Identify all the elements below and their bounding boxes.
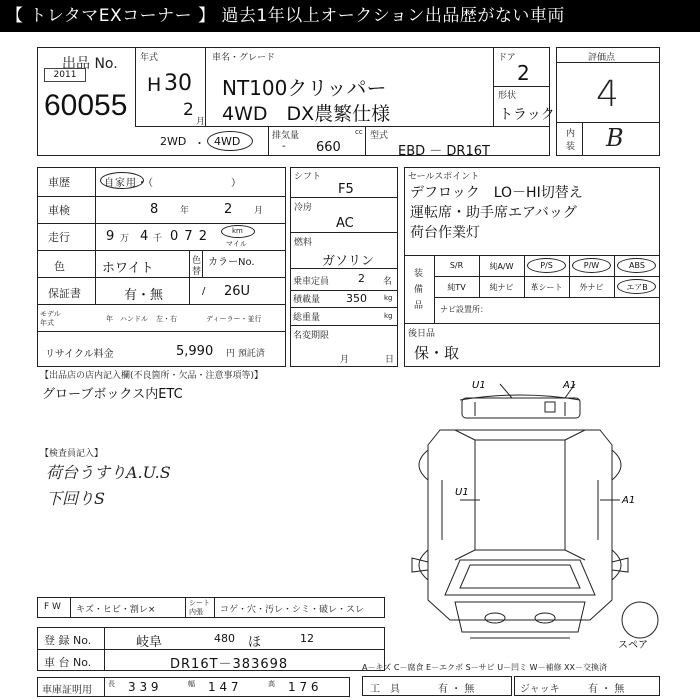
spare-wheel: [622, 602, 658, 638]
equip-abs: ABS: [629, 261, 645, 270]
door-label: ドア: [498, 53, 516, 63]
body-outline: [428, 430, 612, 620]
rear-gate: [462, 398, 580, 418]
name-change-label: 名変期限: [293, 331, 330, 341]
seat-label-1: シート: [189, 599, 210, 607]
car-diagram: [400, 370, 700, 650]
drive-2wd: 2WD: [160, 135, 187, 148]
wheel-rr: [419, 450, 428, 480]
year-value: 30: [164, 71, 192, 96]
model-value: EBD － DR16T: [398, 144, 490, 159]
lot-number: 60055: [44, 89, 128, 122]
sales-line-2: 運転席・助手席エアバッグ: [410, 205, 577, 221]
mark-rear-2: A1: [563, 380, 577, 391]
equip-label-2: 備: [414, 285, 424, 295]
inspector-line-1: 荷台うすりA.U.S: [46, 463, 171, 482]
mark-rear-1: U1: [472, 380, 486, 391]
interior-value: B: [606, 124, 624, 152]
color-change-2: 替: [192, 267, 202, 277]
mark-bed: U1: [455, 487, 469, 498]
cert-dim-long: 長: [108, 680, 115, 688]
equip-aw: 純A/W: [489, 262, 514, 271]
lot-stamp: 2011: [44, 68, 86, 82]
reg-class: 480: [214, 632, 235, 645]
mileage-rest: 0 7 2: [170, 229, 209, 244]
cert-value-height: 1 7 6: [288, 680, 319, 694]
shift-value: F5: [338, 182, 354, 197]
fw-text: キズ・ヒビ・割レ×: [76, 605, 156, 615]
recycle-label: リサイクル料金: [45, 349, 114, 360]
reg-number: 12: [300, 632, 314, 645]
drive-4wd: 4WD: [214, 135, 241, 148]
sales-label: セールスポイント: [408, 172, 480, 182]
model-label: 型式: [370, 131, 389, 141]
cert-label: 車庫証明用: [42, 685, 92, 696]
model-year-unit: 年: [106, 315, 113, 323]
interior-label-2: 装: [566, 142, 576, 152]
mileage-km: km: [232, 227, 243, 235]
displacement-unit: cc: [355, 128, 363, 136]
fw-label: F W: [44, 602, 61, 612]
month-unit: 月: [196, 117, 206, 127]
equip-pw: P/W: [583, 261, 600, 270]
ac-label: 冷房: [294, 203, 313, 213]
recycle-value: 5,990: [176, 344, 214, 359]
cert-value-long: 3 3 9: [128, 680, 159, 694]
car-name: NT100クリッパー: [222, 76, 387, 100]
mileage-sen-unit: 千: [153, 234, 163, 244]
color-change-1: 色: [192, 256, 202, 266]
equip-tv: 純TV: [447, 283, 466, 292]
color-no-label: カラーNo.: [208, 257, 255, 268]
chassis-label: 車 台 No.: [44, 656, 92, 669]
rear-label: 後日品: [408, 329, 436, 339]
history-label: 車歴: [48, 176, 70, 189]
capacity-label: 乗車定員: [293, 277, 330, 287]
load-label: 積載量: [293, 295, 321, 305]
cert-dim-width: 幅: [188, 680, 195, 688]
cert-value-width: 1 4 7: [208, 680, 239, 694]
spare-label: スペア: [618, 640, 648, 650]
tools-label: 工 具: [370, 684, 400, 695]
mileage-label: 走行: [48, 231, 70, 244]
dealer-label: ディーラー・並行: [206, 315, 262, 323]
inspection-year: 8: [150, 202, 159, 217]
year-label: 年式: [140, 53, 159, 63]
wheel-fr: [419, 550, 428, 580]
gross-unit: kg: [384, 312, 393, 320]
ac-value: AC: [336, 216, 354, 231]
chassis-value: DR16T－383698: [170, 657, 289, 672]
mark-side: A1: [622, 495, 636, 506]
handle-value: 左・右: [156, 315, 177, 323]
model-year-label-1: モデル: [40, 310, 61, 318]
reg-region: 岐阜: [136, 635, 163, 650]
grade: 4WD DX農繁仕様: [222, 103, 391, 125]
banner: [0, 0, 700, 32]
color-label: 色: [54, 260, 65, 273]
equip-label-3: 品: [414, 301, 424, 311]
warranty-label: 保証書: [48, 287, 81, 300]
notes-line-1: グローブボックス内ETC: [42, 387, 183, 402]
load-value: 350: [346, 292, 367, 305]
front-grille: [455, 602, 585, 632]
wheel-rl: [612, 450, 621, 480]
load-unit: kg: [384, 294, 393, 302]
inspection-year-unit: 年: [180, 206, 190, 216]
color-no-value: 26U: [224, 284, 251, 299]
shift-label: シフト: [294, 172, 322, 182]
damage-legend: A－キズ C－腐食 E－エクボ S－サビ U－凹ミ W－補修 XX－交換済: [362, 663, 608, 672]
seat-label-2: 内張: [189, 608, 203, 616]
recycle-unit: 円 預託済: [226, 349, 265, 359]
sales-line-3: 荷台作業灯: [410, 225, 480, 241]
model-year-label-2: 年式: [40, 319, 54, 327]
cargo-bed: [475, 440, 565, 550]
name-label: 車名・グレード: [212, 53, 276, 63]
tools-value: 有 ・ 無: [438, 684, 475, 695]
reg-label: 登 録 No.: [44, 634, 92, 647]
windshield: [460, 565, 580, 588]
lot-label: 出品 No.: [62, 56, 118, 72]
capacity-value: 2: [358, 272, 365, 285]
year-era: H: [147, 74, 162, 96]
banner-text: 【 トレタマEXコーナー 】 過去1年以上オークション出品歴がない車両: [6, 6, 565, 26]
jack-value: 有 ・ 無: [588, 684, 625, 695]
equip-ext-navi: 外ナビ: [579, 283, 604, 292]
fuel-value: ガソリン: [322, 254, 375, 269]
inspector-line-2: 下回りS: [46, 489, 105, 508]
inspection-label: 車検: [48, 204, 70, 217]
equip-airbag: エアB: [626, 283, 648, 292]
shape-label: 形状: [498, 91, 517, 101]
gross-label: 総重量: [293, 313, 321, 323]
score-value: 4: [596, 74, 619, 115]
shape-value: トラック: [499, 107, 555, 123]
name-change-day: 日: [385, 355, 395, 365]
name-change-month: 月: [340, 355, 350, 365]
month-value: 2: [183, 100, 194, 120]
handle-label: ハンドル: [120, 315, 148, 323]
inspector-header: 【検査員記入】: [40, 449, 104, 459]
jack-label: ジャッキ: [520, 684, 560, 695]
history-value: 自家用・（ ）: [104, 178, 242, 189]
notes-header: 【出品店の店内記入欄(不良箇所・欠品・注意事項等)】: [40, 371, 264, 381]
rear-value: 保・取: [414, 344, 460, 362]
color-value: ホワイト: [102, 261, 154, 276]
seat-text: コゲ・穴・汚レ・シミ・破レ・スレ: [220, 605, 365, 615]
equip-leather: 革シート: [530, 283, 563, 292]
equip-navi: 純ナビ: [489, 283, 514, 292]
sales-line-1: デフロック LO－HI切替え: [410, 185, 583, 201]
inspection-month: 2: [224, 202, 233, 217]
interior-label-1: 内: [566, 129, 576, 139]
navi-label: ナビ設置所：: [440, 305, 488, 314]
wheel-fl: [612, 550, 621, 580]
mileage-man-unit: 万: [120, 234, 130, 244]
mileage-man: 9: [106, 229, 115, 244]
equip-sr: S/R: [449, 261, 464, 270]
capacity-unit: 名: [383, 277, 393, 287]
cert-dim-height: 高: [268, 680, 275, 688]
mileage-mile: マイル: [226, 240, 247, 248]
drive-sep: ・: [194, 137, 205, 150]
reg-kana: ほ: [248, 635, 262, 650]
inspection-month-unit: 月: [254, 206, 264, 216]
mileage-sen: 4: [140, 229, 149, 244]
door-value: 2: [517, 61, 530, 85]
equip-ps: P/S: [540, 261, 553, 270]
displacement-value: 660: [316, 140, 341, 155]
equip-label-1: 装: [414, 269, 424, 279]
warranty-value: 有・無: [124, 288, 164, 303]
fuel-label: 燃料: [294, 238, 313, 248]
displacement-label: 排気量: [272, 131, 300, 141]
score-label: 評価点: [588, 53, 616, 63]
